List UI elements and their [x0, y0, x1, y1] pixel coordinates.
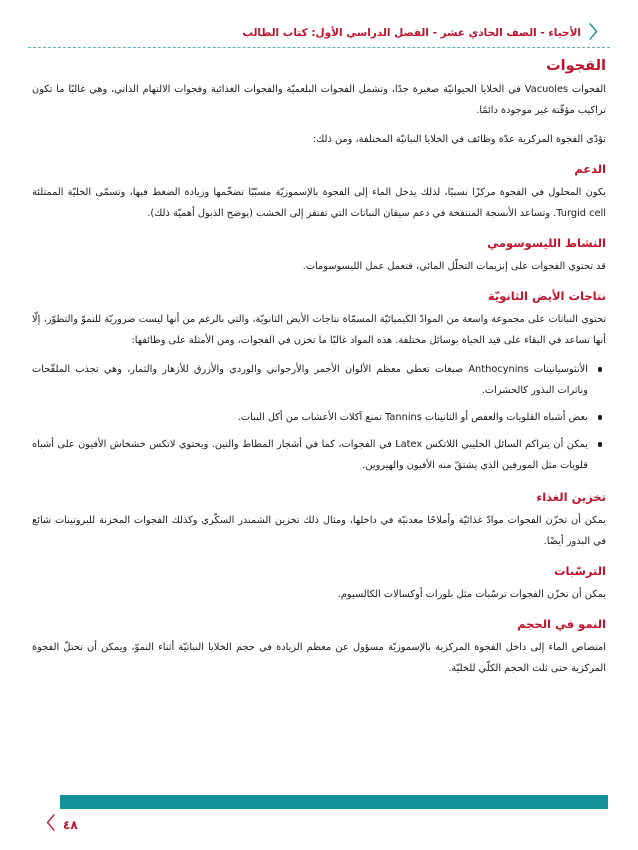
page-header — [60, 22, 606, 44]
section-heading-excretion: الترسّبات — [554, 564, 606, 578]
header-divider — [28, 47, 610, 48]
section-text-growth: امتصاص الماء إلى داخل الفجوة المركزية بالإسموزيّة مسؤول عن معظم الزيادة في حجم الخلايا النباتيّة أثناء النموّ، ويمكن أن تحتلّ الفجوة المركزية حتى ثلث الحجم الكلّي للخليّة. — [32, 642, 606, 674]
section-heading-support: الدعم — [574, 162, 606, 176]
section-text-lysosomal: قد تحتوي الفجوات على إنزيمات التحلّل المائي، فتعمل عمل الليسوسومات. — [302, 261, 606, 272]
secondary-metabolites-list — [32, 359, 606, 476]
main-content — [32, 58, 606, 679]
section-heading-lysosomal: النشاط الليسوسومي — [487, 236, 606, 250]
page-number: ٤٨ — [63, 817, 78, 832]
chevron-left-icon: 〈 — [38, 814, 55, 834]
section-heading-growth: النمو في الحجم — [517, 617, 606, 631]
header-title: الأحياء - الصف الحادي عشر - الفصل الدراسي الأول: كتاب الطالب — [242, 27, 581, 39]
section-heading-food-storage: تخزين الغذاء — [536, 490, 606, 504]
bullet-icon — [598, 367, 603, 372]
chevron-left-icon: 〈 — [589, 22, 606, 43]
section-heading-secondary: نتاجات الأيض الثانويّة — [487, 289, 606, 303]
section-text-food-storage: يمكن أن تخزّن الفجوات موادّ غذائيّة وأملاحًا معدنيّة في داخلها، ومثال ذلك تخزين الشمندر السكّري وكذلك الفجوات المخزنة للبروتينات شائع في البذور أيضًا. — [32, 515, 606, 547]
list-item: يمكن أن يتراكم السائل الحليبي اللاتكس Latex في الفجوات، كما في أشجار المطاط والتين. ويحتوي لاتكس خشخاش الأفيون على أشباه قلويات مثل المورفين الذي يشتقّ منه الأفيون والهيروين. — [32, 434, 588, 476]
section-text-excretion: يمكن أن تخزّن الفجوات ترسّبات مثل بلورات أوكسالات الكالسيوم. — [337, 589, 606, 600]
footer-page-number — [38, 816, 78, 833]
footer-bar — [60, 795, 608, 809]
bullet-icon — [598, 442, 603, 447]
intro-paragraph: الفجوات Vacuoles في الخلايا الحيوانيّة صغيرة جدًا، وتشمل الفجوات البلعميّة والفجوات الغذائية وفجوات الالتهام الذاتي، وهي غالبًا ما تكون تراكيب مؤقّتة غير موجودة دائمًا. — [32, 84, 606, 116]
page-title: الفجوات — [546, 58, 606, 74]
bullet-icon — [598, 415, 603, 420]
list-item: بعض أشباه القلويات والعفص أو التانينات Tannins تمنع آكلات الأعشاب من أكل النبات. — [32, 407, 588, 428]
section-text-secondary: تحتوي النباتات على مجموعة واسعة من الموادّ الكيميائيّة المسمّاة نتاجات الأيض الثانويّة، والتي بالرغم من أنها ليست ضروريّة للنموّ والتطوّر، إلّا أنها تساعد في البقاء على قيد الحياة بوسائل مختلفة. هذه المواد غالبًا ما تخزن في الفجوات، ومن الأمثلة على وظائفها: — [32, 314, 606, 346]
intro-lead-paragraph: تؤدّي الفجوة المركزية عدّة وظائف في الخلايا النباتيّة المختلفة، ومن ذلك: — [312, 134, 606, 145]
section-text-support: يكون المحلول في الفجوة مركزًا نسبيًا، لذلك يدخل الماء إلى الفجوة بالإسموزيّة مسبّبًا تضخّمها وزيادة الضغط فيها، وتسمّى الخليّة الممتلئة Turgid cell. وتساعد الأنسجة المنتفخة في دعم سيقان النباتات التي تفتقر إلى الخشب (يوضح الذبول أهميّة ذلك). — [32, 187, 606, 219]
list-item: الأنثوسيانينات Anthocynins صبغات تعطي معظم الألوان الأحمر والأرجواني والوردي والأزرق للأزهار والثمار، وهي تجذب الملقّحات وناثرات البذور كالحشرات. — [32, 359, 588, 401]
